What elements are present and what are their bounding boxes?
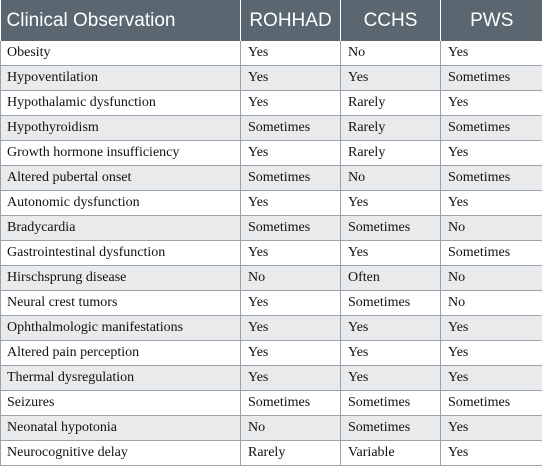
cell-rohhad: Yes: [241, 41, 341, 66]
table-body: [1, 41, 542, 466]
cell-pws: Sometimes: [441, 241, 542, 266]
header-rohhad: ROHHAD: [241, 0, 341, 41]
cell-cchs: Sometimes: [341, 291, 441, 316]
cell-pws: No: [441, 266, 542, 291]
cell-cchs: Rarely: [341, 116, 441, 141]
cell-cchs: Yes: [341, 366, 441, 391]
cell-pws: Sometimes: [441, 66, 542, 91]
cell-rohhad: Rarely: [241, 441, 341, 466]
cell-cchs: Yes: [341, 66, 441, 91]
cell-observation: Hypoventilation: [1, 66, 241, 91]
cell-observation: Obesity: [1, 41, 241, 66]
table-row: [1, 291, 542, 316]
table-row: [1, 91, 542, 116]
cell-rohhad: Yes: [241, 66, 341, 91]
table-row: [1, 266, 542, 291]
cell-observation: Altered pubertal onset: [1, 166, 241, 191]
header-pws: PWS: [441, 0, 542, 41]
cell-pws: Yes: [441, 41, 542, 66]
table-row: [1, 391, 542, 416]
cell-rohhad: Sometimes: [241, 391, 341, 416]
table-row: [1, 216, 542, 241]
cell-observation: Hirschsprung disease: [1, 266, 241, 291]
cell-observation: Growth hormone insufficiency: [1, 141, 241, 166]
cell-rohhad: Sometimes: [241, 216, 341, 241]
cell-pws: Yes: [441, 416, 542, 441]
table-row: [1, 141, 542, 166]
cell-rohhad: Sometimes: [241, 116, 341, 141]
cell-cchs: No: [341, 41, 441, 66]
cell-pws: No: [441, 291, 542, 316]
cell-cchs: Sometimes: [341, 216, 441, 241]
cell-cchs: Yes: [341, 191, 441, 216]
cell-cchs: Sometimes: [341, 391, 441, 416]
cell-pws: Yes: [441, 191, 542, 216]
cell-observation: Hypothalamic dysfunction: [1, 91, 241, 116]
cell-pws: Yes: [441, 441, 542, 466]
table-row: [1, 316, 542, 341]
cell-cchs: Yes: [341, 341, 441, 366]
table-row: [1, 66, 542, 91]
cell-cchs: Rarely: [341, 91, 441, 116]
cell-cchs: Yes: [341, 241, 441, 266]
header-clinical-observation: Clinical Observation: [1, 0, 241, 41]
cell-pws: Yes: [441, 316, 542, 341]
table-row: [1, 366, 542, 391]
cell-rohhad: Yes: [241, 366, 341, 391]
table-row: [1, 341, 542, 366]
header-cchs: CCHS: [341, 0, 441, 41]
cell-observation: Ophthalmologic manifestations: [1, 316, 241, 341]
cell-observation: Gastrointestinal dysfunction: [1, 241, 241, 266]
cell-cchs: Rarely: [341, 141, 441, 166]
table-row: [1, 166, 542, 191]
table-row: [1, 241, 542, 266]
cell-rohhad: No: [241, 416, 341, 441]
cell-cchs: Often: [341, 266, 441, 291]
cell-pws: Sometimes: [441, 116, 542, 141]
table-row: [1, 191, 542, 216]
cell-pws: Sometimes: [441, 391, 542, 416]
cell-pws: Yes: [441, 141, 542, 166]
cell-rohhad: No: [241, 266, 341, 291]
cell-observation: Neural crest tumors: [1, 291, 241, 316]
cell-rohhad: Yes: [241, 91, 341, 116]
cell-cchs: Sometimes: [341, 416, 441, 441]
cell-observation: Neonatal hypotonia: [1, 416, 241, 441]
cell-pws: Yes: [441, 366, 542, 391]
table-row: [1, 116, 542, 141]
cell-rohhad: Yes: [241, 291, 341, 316]
cell-observation: Bradycardia: [1, 216, 241, 241]
cell-observation: Altered pain perception: [1, 341, 241, 366]
header-row: [1, 0, 542, 41]
cell-observation: Autonomic dysfunction: [1, 191, 241, 216]
cell-cchs: Variable: [341, 441, 441, 466]
cell-rohhad: Sometimes: [241, 166, 341, 191]
cell-observation: Seizures: [1, 391, 241, 416]
cell-rohhad: Yes: [241, 241, 341, 266]
cell-observation: Thermal dysregulation: [1, 366, 241, 391]
cell-pws: Yes: [441, 341, 542, 366]
cell-rohhad: Yes: [241, 316, 341, 341]
cell-observation: Neurocognitive delay: [1, 441, 241, 466]
cell-cchs: No: [341, 166, 441, 191]
cell-pws: No: [441, 216, 542, 241]
cell-observation: Hypothyroidism: [1, 116, 241, 141]
table-row: [1, 41, 542, 66]
cell-pws: Yes: [441, 91, 542, 116]
cell-pws: Sometimes: [441, 166, 542, 191]
cell-rohhad: Yes: [241, 141, 341, 166]
cell-cchs: Yes: [341, 316, 441, 341]
table-row: [1, 416, 542, 441]
table-header: [1, 0, 542, 41]
cell-rohhad: Yes: [241, 341, 341, 366]
cell-rohhad: Yes: [241, 191, 341, 216]
